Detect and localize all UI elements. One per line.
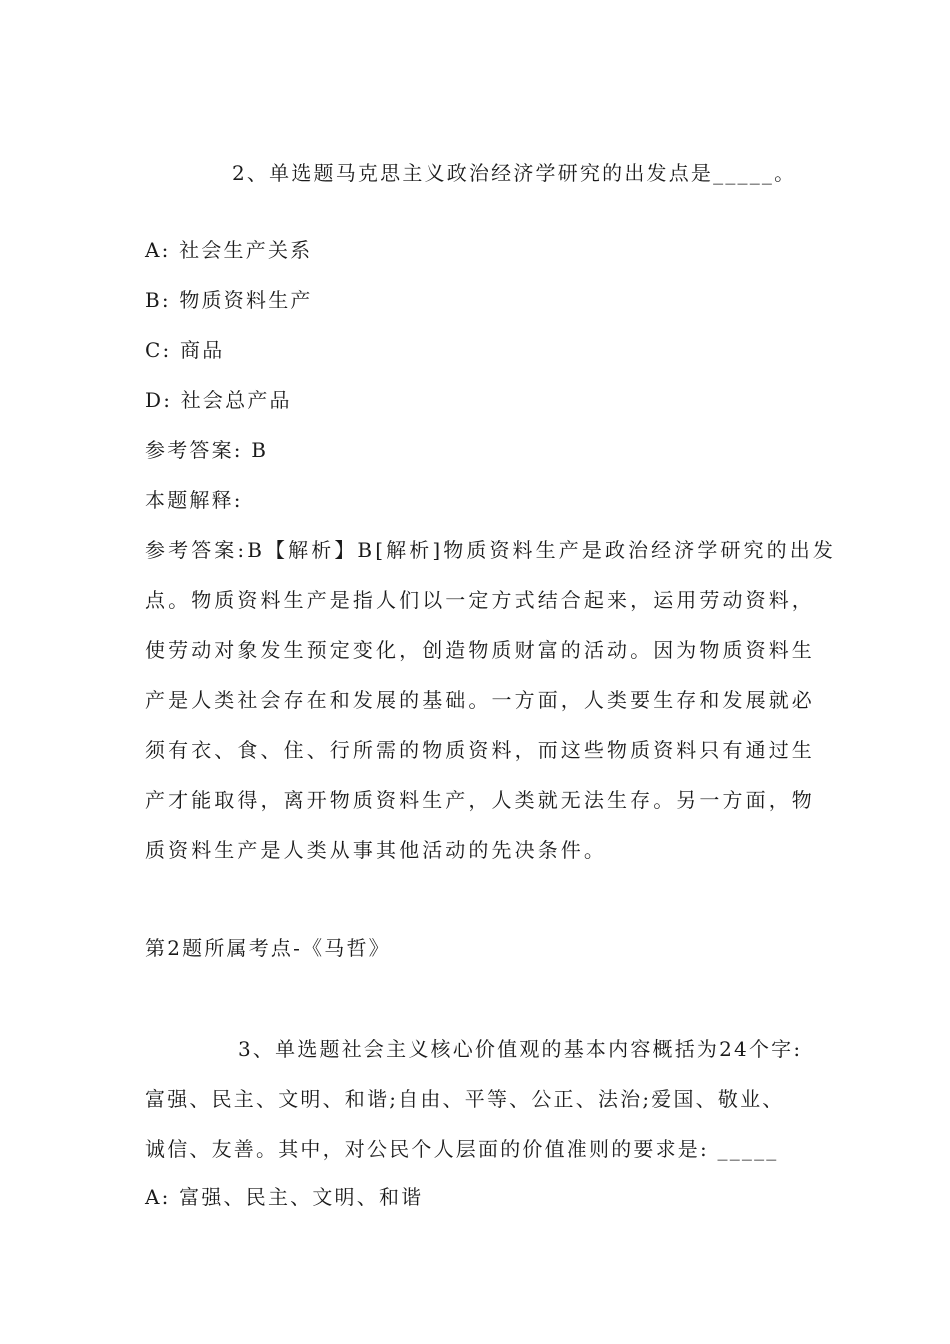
option-a: A: 社会生产关系 <box>145 238 313 262</box>
option-d: D: 社会总产品 <box>145 388 292 412</box>
option-a: A: 富强、民主、文明、和谐 <box>145 1185 424 1209</box>
topic-label: 第2题所属考点-《马哲》 <box>145 936 391 960</box>
option-c: C: 商品 <box>145 338 225 362</box>
question-3-stem-line: 诚信、友善。其中，对公民个人层面的价值准则的要求是: _____ <box>145 1137 779 1161</box>
explanation-line: 产才能取得，离开物质资料生产，人类就无法生存。另一方面，物 <box>145 788 815 812</box>
question-3-stem-line: 富强、民主、文明、和谐;自由、平等、公正、法治;爱国、敬业、 <box>145 1087 785 1111</box>
question-3-stem: 3、单选题社会主义核心价值观的基本内容概括为24个字: <box>238 1037 803 1061</box>
explanation-line: 质资料生产是人类从事其他活动的先决条件。 <box>145 838 607 862</box>
option-b: B: 物质资料生产 <box>145 288 313 312</box>
explanation-label: 本题解释: <box>145 488 243 512</box>
explanation-line: 参考答案:B【解析】B[解析]物质资料生产是政治经济学研究的出发 <box>145 538 836 562</box>
explanation-line: 产是人类社会存在和发展的基础。一方面，人类要生存和发展就必 <box>145 688 815 712</box>
explanation-line: 点。物质资料生产是指人们以一定方式结合起来，运用劳动资料， <box>145 588 815 612</box>
explanation-line: 须有衣、食、住、行所需的物质资料，而这些物质资料只有通过生 <box>145 738 815 762</box>
explanation-line: 使劳动对象发生预定变化，创造物质财富的活动。因为物质资料生 <box>145 638 815 662</box>
question-2-stem: 2、单选题马克思主义政治经济学研究的出发点是_____。 <box>232 161 797 185</box>
answer: 参考答案: B <box>145 438 269 462</box>
